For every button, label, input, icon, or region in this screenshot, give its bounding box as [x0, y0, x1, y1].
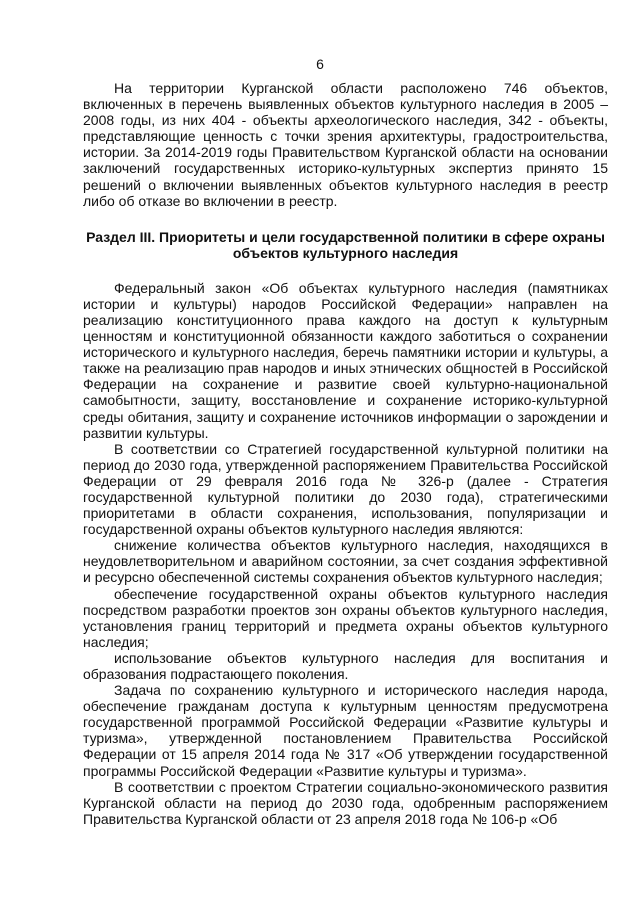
paragraph-federal-law: Федеральный закон «Об объектах культурного наследия (памятниках истории и культуры) народов Российской Федерации» направлен на реализацию конституционного права каждого на доступ к культурным ценностям и конституционной обязанности каждого заботиться о сохранении исторического и культурного наследия, беречь памятники истории и культуры, а также на реализацию прав народов и иных этнических общностей в Российской Федерации на сохранение и развитие своей культурно-национальной самобытности, защиту, восстановление и сохранение историко-культурной среды обитания, защиту и сохранение источников информации о зарождении и развитии культуры.	[83, 279, 608, 441]
paragraph-priority-protection: обеспечение государственной охраны объектов культурного наследия посредством разработки проектов зон охраны объектов культурного наследия, установления границ территорий и предмета охраны объектов культурного наследия;	[83, 585, 608, 650]
paragraph-state-program: Задача по сохранению культурного и исторического наследия народа, обеспечение гражданам доступа к культурным ценностям предусмотрена государственной программой Российской Федерации «Развитие культуры и туризма», утвержденной постановлением Правительства Российской Федерации от 15 апреля 2014 года № 317 «Об утверждении государственной программы Российской Федерации «Развитие культуры и туризма».	[83, 682, 608, 779]
paragraph-cultural-policy-strategy: В соответствии со Стратегией государственной культурной политики на период до 2030 года, утвержденной распоряжением Правительства Российской Федерации от 29 февраля 2016 года № 326-р (далее - Стратегия государственной культурной политики до 2030 года), стратегическими приоритетами в области сохранения, использования, популяризации и государственной охраны объектов культурного наследия являются:	[83, 440, 608, 538]
paragraph-object-count: На территории Курганской области расположено 746 объектов, включенных в перечень выявленных объектов культурного наследия в 2005 – 2008 годы, из них 404 - объекты археологического наследия, 342 - объекты, представляющие ценность с точки зрения архитектуры, градостроительства, истории. За 2014-2019 годы Правительством Курганской области на основании заключений государственных историко-культурных экспертиз принято 15 решений о включении выявленных объектов культурного наследия в реестр либо об отказе во включении в реестр.	[83, 80, 608, 209]
document-body	[83, 80, 608, 827]
paragraph-priority-education: использование объектов культурного наследия для воспитания и образования подрастающего поколения.	[83, 649, 608, 682]
paragraph-regional-strategy: В соответствии с проектом Стратегии социально-экономического развития Курганской области на период до 2030 года, одобренным распоряжением Правительства Курганской области от 23 апреля 2018 года № 106-р «Об	[83, 778, 608, 827]
page-number: 6	[316, 56, 324, 72]
paragraph-priority-reduction: снижение количества объектов культурного наследия, находящихся в неудовлетворительном и аварийном состоянии, за счет создания эффективной и ресурсно обеспеченной системы сохранения объектов культурного наследия;	[83, 537, 608, 586]
section-heading: Раздел III. Приоритеты и цели государственной политики в сфере охраны объектов культурного наследия	[86, 228, 605, 262]
